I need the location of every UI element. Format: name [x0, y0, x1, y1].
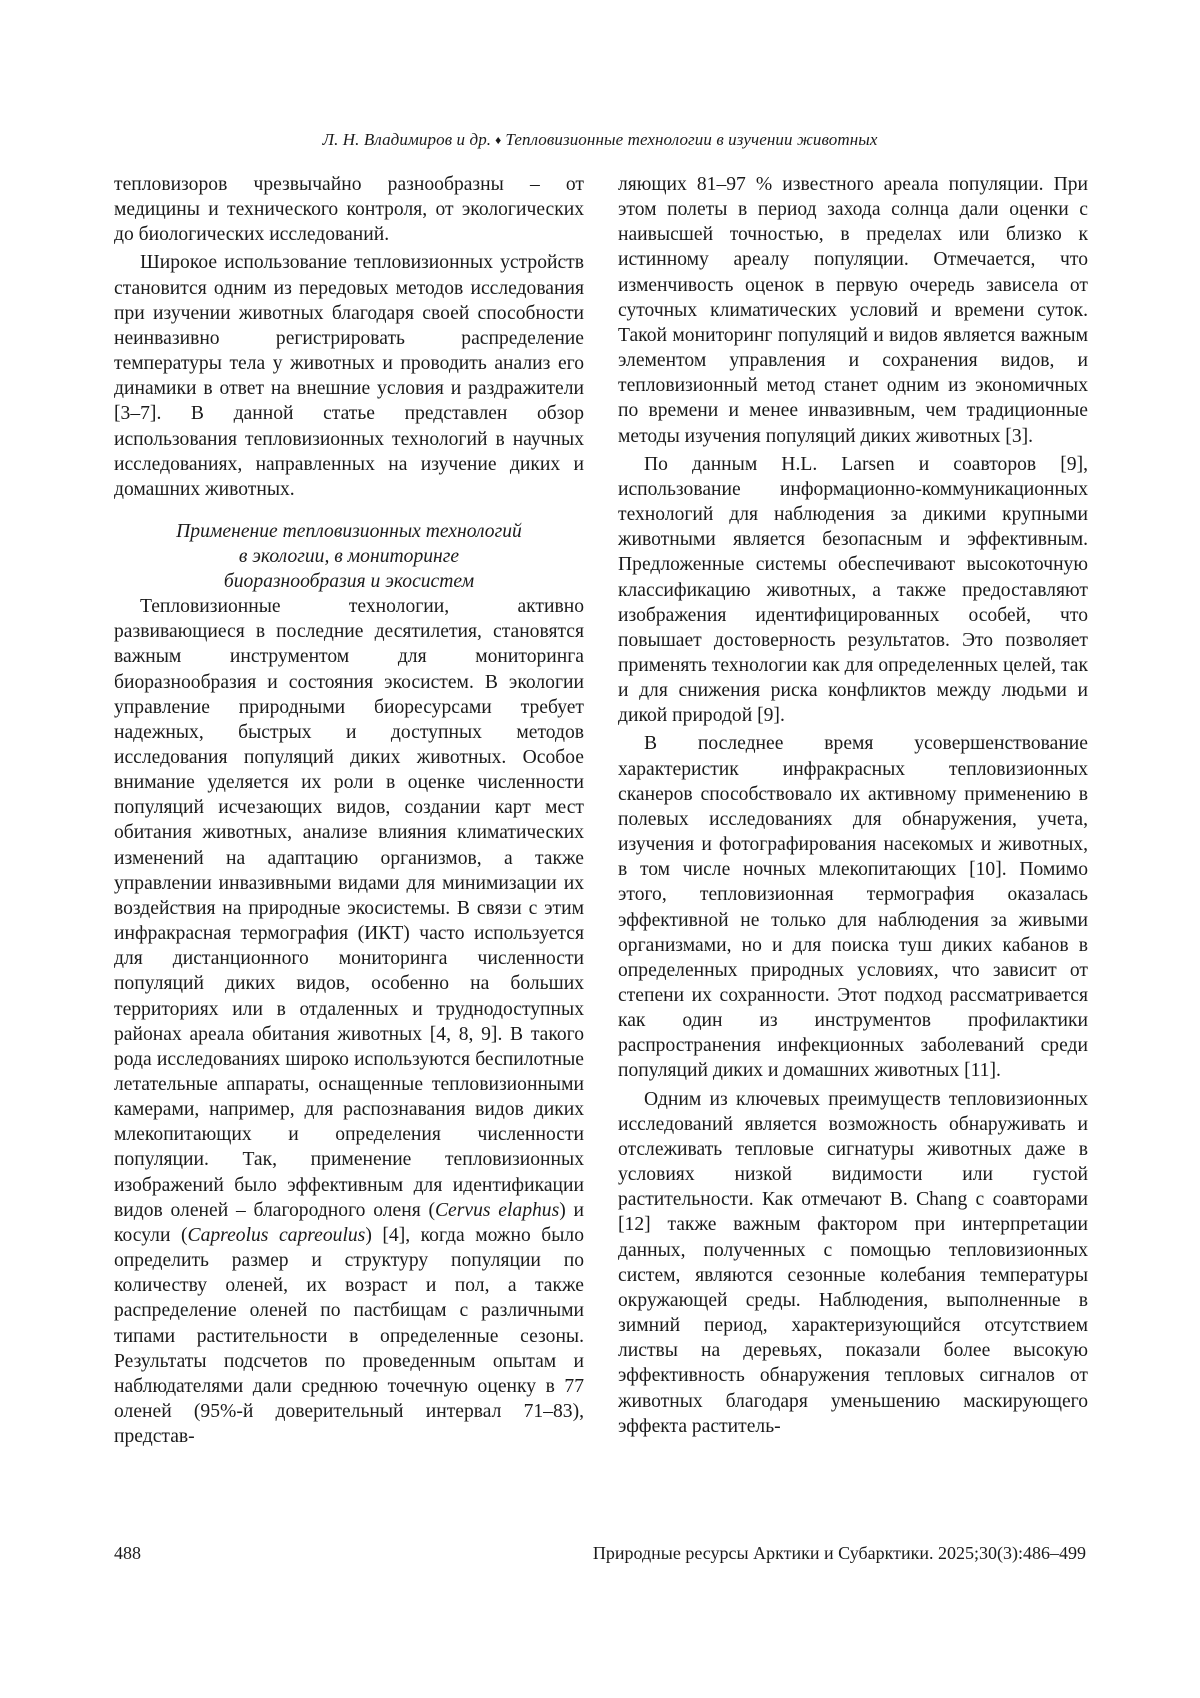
species-name: Capreolus capreoulus	[187, 1224, 366, 1246]
header-authors: Л. Н. Владимиров и др.	[322, 130, 492, 149]
header-article-title: Тепловизионные технологии в изучении животных	[505, 130, 878, 149]
paragraph: По данным H.L. Larsen и соавторов [9], использование информационно-коммуникационных технологий для наблюдения за дикими крупными животными является безопасным и эффективным. Предложенные системы обеспечивают высокоточную классификацию животных, а также предоставляют изображения идентифицированных особей, что повышает достоверность результатов. Это позволяет применять технологии как для определенных целей, так и для снижения риска конфликтов между людьми и дикой природой [9].	[618, 453, 1088, 727]
paragraph-text: ) и косули (	[114, 1199, 584, 1246]
paragraph	[114, 594, 584, 1449]
section-heading-line: Применение тепловизионных технологий	[176, 521, 522, 543]
section-heading	[114, 519, 584, 594]
paragraph: тепловизоров чрезвычайно разнообразны – от медицины и технического контроля, от экологических до биологических исследований.	[114, 174, 584, 246]
paragraph: Одним из ключевых преимуществ тепловизионных исследований является возможность обнаруживать и отслеживать тепловые сигнатуры животных даже в условиях низкой видимости или густой растительности. Как отмечают B. Chang с соавторами [12] также важным фактором при интерпретации данных, полученных с помощью тепловизионных систем, являются сезонные колебания температуры окружающей среды. Наблюдения, выполненные в зимний период, характеризующийся отсутствием листвы на деревьях, показали более высокую эффективность обнаружения тепловых сигналов от животных благодаря уменьшению маскирующего эффекта раститель-	[618, 1088, 1088, 1437]
right-column	[618, 172, 1088, 1439]
paragraph: Широкое использование тепловизионных устройств становится одним из передовых методов исследования при изучении животных благодаря своей способности неинвазивно регистрировать распределение температуры тела у животных и проводить анализ его динамики в ответ на внешние условия и раздражители [3–7]. В данной статье представлен обзор использования тепловизионных технологий в научных исследованиях, направленных на изучение диких и домашних животных.	[114, 252, 584, 500]
paragraph: В последнее время усовершенствование характеристик инфракрасных тепловизионных сканеров способствовало их активному применению в полевых исследованиях для обнаружения, учета, изучения и фотографирования насекомых и животных, в том числе ночных млекопитающих [10]. Помимо этого, тепловизионная термография оказалась эффективной не только для наблюдения за живыми организмами, но и для поиска туш диких кабанов в определенных природных условиях, что зависит от степени их сохранности. Этот подход рассматривается как один из инструментов профилактики распространения инфекционных заболеваний среди популяций диких и домашних животных [11].	[618, 733, 1088, 1082]
running-header	[0, 130, 1200, 150]
paragraph: ляющих 81–97 % известного ареала популяции. При этом полеты в период захода солнца дали оценки с наивысшей точностью, в пределах или близко к истинному ареалу популяции. Отмечается, что изменчивость оценок в первую очередь зависела от суточных климатических условий и времени суток. Такой мониторинг популяций и видов является важным элементом управления и сохранения видов, и тепловизионный метод станет одним из экономичных по времени и менее инвазивным, чем традиционные методы изучения популяций диких животных [3].	[618, 174, 1088, 447]
section-heading-line: биоразнообразия и экосистем	[223, 571, 475, 593]
page-number: 488	[114, 1543, 141, 1563]
diamond-icon: ♦	[495, 133, 502, 147]
paragraph-text: Тепловизионные технологии, активно развивающиеся в последние десятилетия, становятся важным инструментом для мониторинга биоразнообразия и состояния экосистем. В экологии управление природными биоресурсами требует надежных, быстрых и доступных методов исследования популяций диких животных. Особое внимание уделяется их роли в оценке численности популяций исчезающих видов, создании карт мест обитания животных, анализе влияния климатических изменений на адаптацию организмов, а также управлении инвазивными видами для минимизации их воздействия на природные экосистемы. В связи с этим инфракрасная термография (ИКТ) часто используется для дистанционного мониторинга численности популяций диких видов, особенно на больших территориях или в отдаленных и труднодоступных районах ареала обитания животных [4, 8, 9]. В такого рода исследованиях широко используются беспилотные летательные аппараты, оснащенные тепловизионными камерами, например, для распознавания видов диких млекопитающих и определения численности популяции. Так, применение тепловизионных изображений было эффективным для идентификации видов оленей – благородного оленя (	[114, 596, 584, 1221]
species-name: Cervus elaphus	[434, 1199, 560, 1221]
journal-citation: Природные ресурсы Арктики и Субарктики. 2025;30(3):486–499	[592, 1543, 1086, 1563]
section-heading-line: в экологии, в мониторинге	[238, 546, 460, 568]
paragraph-text: ) [4], когда можно было определить размер и структуру популяции по количеству оленей, их возраст и пол, а также распределение оленей по пастбищам с различными типами растительности в определенные сезоны. Результаты подсчетов по проведенным опытам и наблюдателями дали среднюю точечную оценку в 77 оленей (95%-й доверительный интервал 71–83), представ-	[114, 1224, 584, 1448]
left-column	[114, 172, 584, 1449]
